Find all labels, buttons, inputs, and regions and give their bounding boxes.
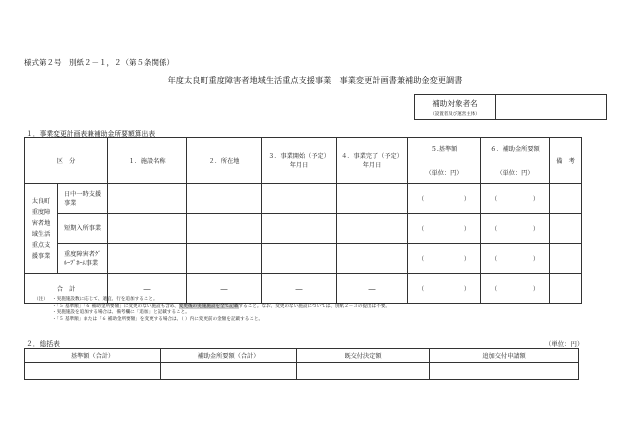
total-facility-dash: ― <box>108 274 187 304</box>
header-remarks: 備 考 <box>550 138 582 184</box>
header-base-unit: （単位：円） <box>425 170 463 177</box>
location-field[interactable] <box>187 214 262 244</box>
header-base-amount <box>408 138 481 184</box>
header-start-line2: 年月日 <box>289 161 309 169</box>
subsidy-amount-field[interactable]: （ ） <box>481 244 550 274</box>
recipient-table <box>414 94 607 120</box>
base-amount-field[interactable]: （ ） <box>408 244 481 274</box>
subsidy-amount-field[interactable]: （ ） <box>481 214 550 244</box>
recipient-sublabel: （設置者及び運営主体） <box>430 111 480 117</box>
document-title: 年度太良町重度障害者地域生活重点支援事業 事業変更計画書兼補助金変更調書 <box>167 75 463 85</box>
header-start-date <box>262 138 337 184</box>
category-cell: 太良町 重度障 害者地 域生活 重点支 援事業 <box>25 184 58 274</box>
remarks-field[interactable] <box>550 214 582 244</box>
total-location-dash: ― <box>187 274 262 304</box>
note-highlight: 変更後の実施施設を全て記載 <box>178 303 239 309</box>
remarks-field[interactable] <box>550 184 582 214</box>
plan-table <box>24 137 582 304</box>
notes-tag: （注） <box>34 297 48 302</box>
summary-header-additional-request: 追加交付申請額 <box>430 349 579 363</box>
start-date-field[interactable] <box>262 184 337 214</box>
form-number: 様式第２号 別紙２－１，２（第５条関係） <box>24 58 174 67</box>
header-end-line2: 年月日 <box>362 161 382 169</box>
header-start-line1: ３．事業開始（予定） <box>268 152 330 160</box>
note-line-4: ・「５ 基準額」または「６ 補助金所要額」を変更する場合は、（ ）内に変更前の金額を記載すること。 <box>52 316 264 322</box>
location-field[interactable] <box>187 244 262 274</box>
row-label-short-stay: 短期入所事業 <box>58 214 108 244</box>
header-subsidy-unit: （単位：円） <box>496 170 534 177</box>
row-label-group-home: 重度障害者ｸﾞ ﾙｰﾌﾟﾎｰﾑ事業 <box>58 244 108 274</box>
header-end-line1: ４．事業完了（予定） <box>341 152 403 160</box>
facility-name-field[interactable] <box>108 214 187 244</box>
start-date-field[interactable] <box>262 244 337 274</box>
row-label-daytime-support: 日中一時支援 事業 <box>58 184 108 214</box>
base-amount-field[interactable]: （ ） <box>408 214 481 244</box>
summary-subsidy-total-field[interactable] <box>161 363 297 380</box>
base-amount-field[interactable]: （ ） <box>408 184 481 214</box>
facility-name-field[interactable] <box>108 184 187 214</box>
recipient-name-field[interactable] <box>496 95 607 120</box>
header-end-date <box>337 138 408 184</box>
header-base-label: ５.基準額 <box>430 146 458 153</box>
summary-already-granted-field[interactable] <box>297 363 430 380</box>
summary-header-base-total: 基準額（合計） <box>25 349 161 363</box>
total-end-dash: ― <box>337 274 408 304</box>
note-line-3: ・実施施設を追加する場合は、備考欄に「追加」と記載すること。 <box>52 310 190 316</box>
header-facility: １．施設名称 <box>108 138 187 184</box>
remarks-field[interactable] <box>550 244 582 274</box>
end-date-field[interactable] <box>337 244 408 274</box>
header-category: 区 分 <box>25 138 108 184</box>
header-subsidy-amount <box>481 138 550 184</box>
total-label: 合 計 <box>25 274 108 304</box>
table-row <box>25 214 582 244</box>
end-date-field[interactable] <box>337 184 408 214</box>
total-base-amount-field[interactable]: （ ） <box>408 274 481 304</box>
note-line-1: ・実施施設数に応じて、適宜、行を追加すること。 <box>52 297 158 302</box>
start-date-field[interactable] <box>262 214 337 244</box>
summary-table <box>24 348 579 380</box>
note-line-2: ・「５ 基準額」「６ 補助金所要額」に変更のない施設も含め、変更後の実施施設を全て記載すること。なお、変更のない施設については、別紙２－３の提出は不要。 <box>52 303 391 309</box>
total-remarks-field[interactable] <box>550 274 582 304</box>
summary-base-total-field[interactable] <box>25 363 161 380</box>
facility-name-field[interactable] <box>108 244 187 274</box>
recipient-label: 補助対象者名 <box>432 98 478 108</box>
header-subsidy-label: ６．補助金所要額 <box>490 146 540 153</box>
header-location: ２．所在地 <box>187 138 262 184</box>
notes <box>36 297 390 323</box>
table-row <box>25 244 582 274</box>
section2-title: ２．総括表 <box>26 340 60 348</box>
section1-title: １．事業変更計画表兼補助金所要額算出表 <box>26 130 156 138</box>
summary-additional-request-field[interactable] <box>430 363 579 380</box>
end-date-field[interactable] <box>337 214 408 244</box>
summary-header-subsidy-total: 補助金所要額（合計） <box>161 349 297 363</box>
summary-header-already-granted: 既交付決定額 <box>297 349 430 363</box>
section2-unit: （単位：円） <box>545 340 584 348</box>
location-field[interactable] <box>187 184 262 214</box>
table-row <box>25 184 582 214</box>
recipient-label-cell <box>415 95 496 120</box>
subsidy-amount-field[interactable]: （ ） <box>481 184 550 214</box>
total-subsidy-amount-field[interactable]: （ ） <box>481 274 550 304</box>
total-start-dash: ― <box>262 274 337 304</box>
